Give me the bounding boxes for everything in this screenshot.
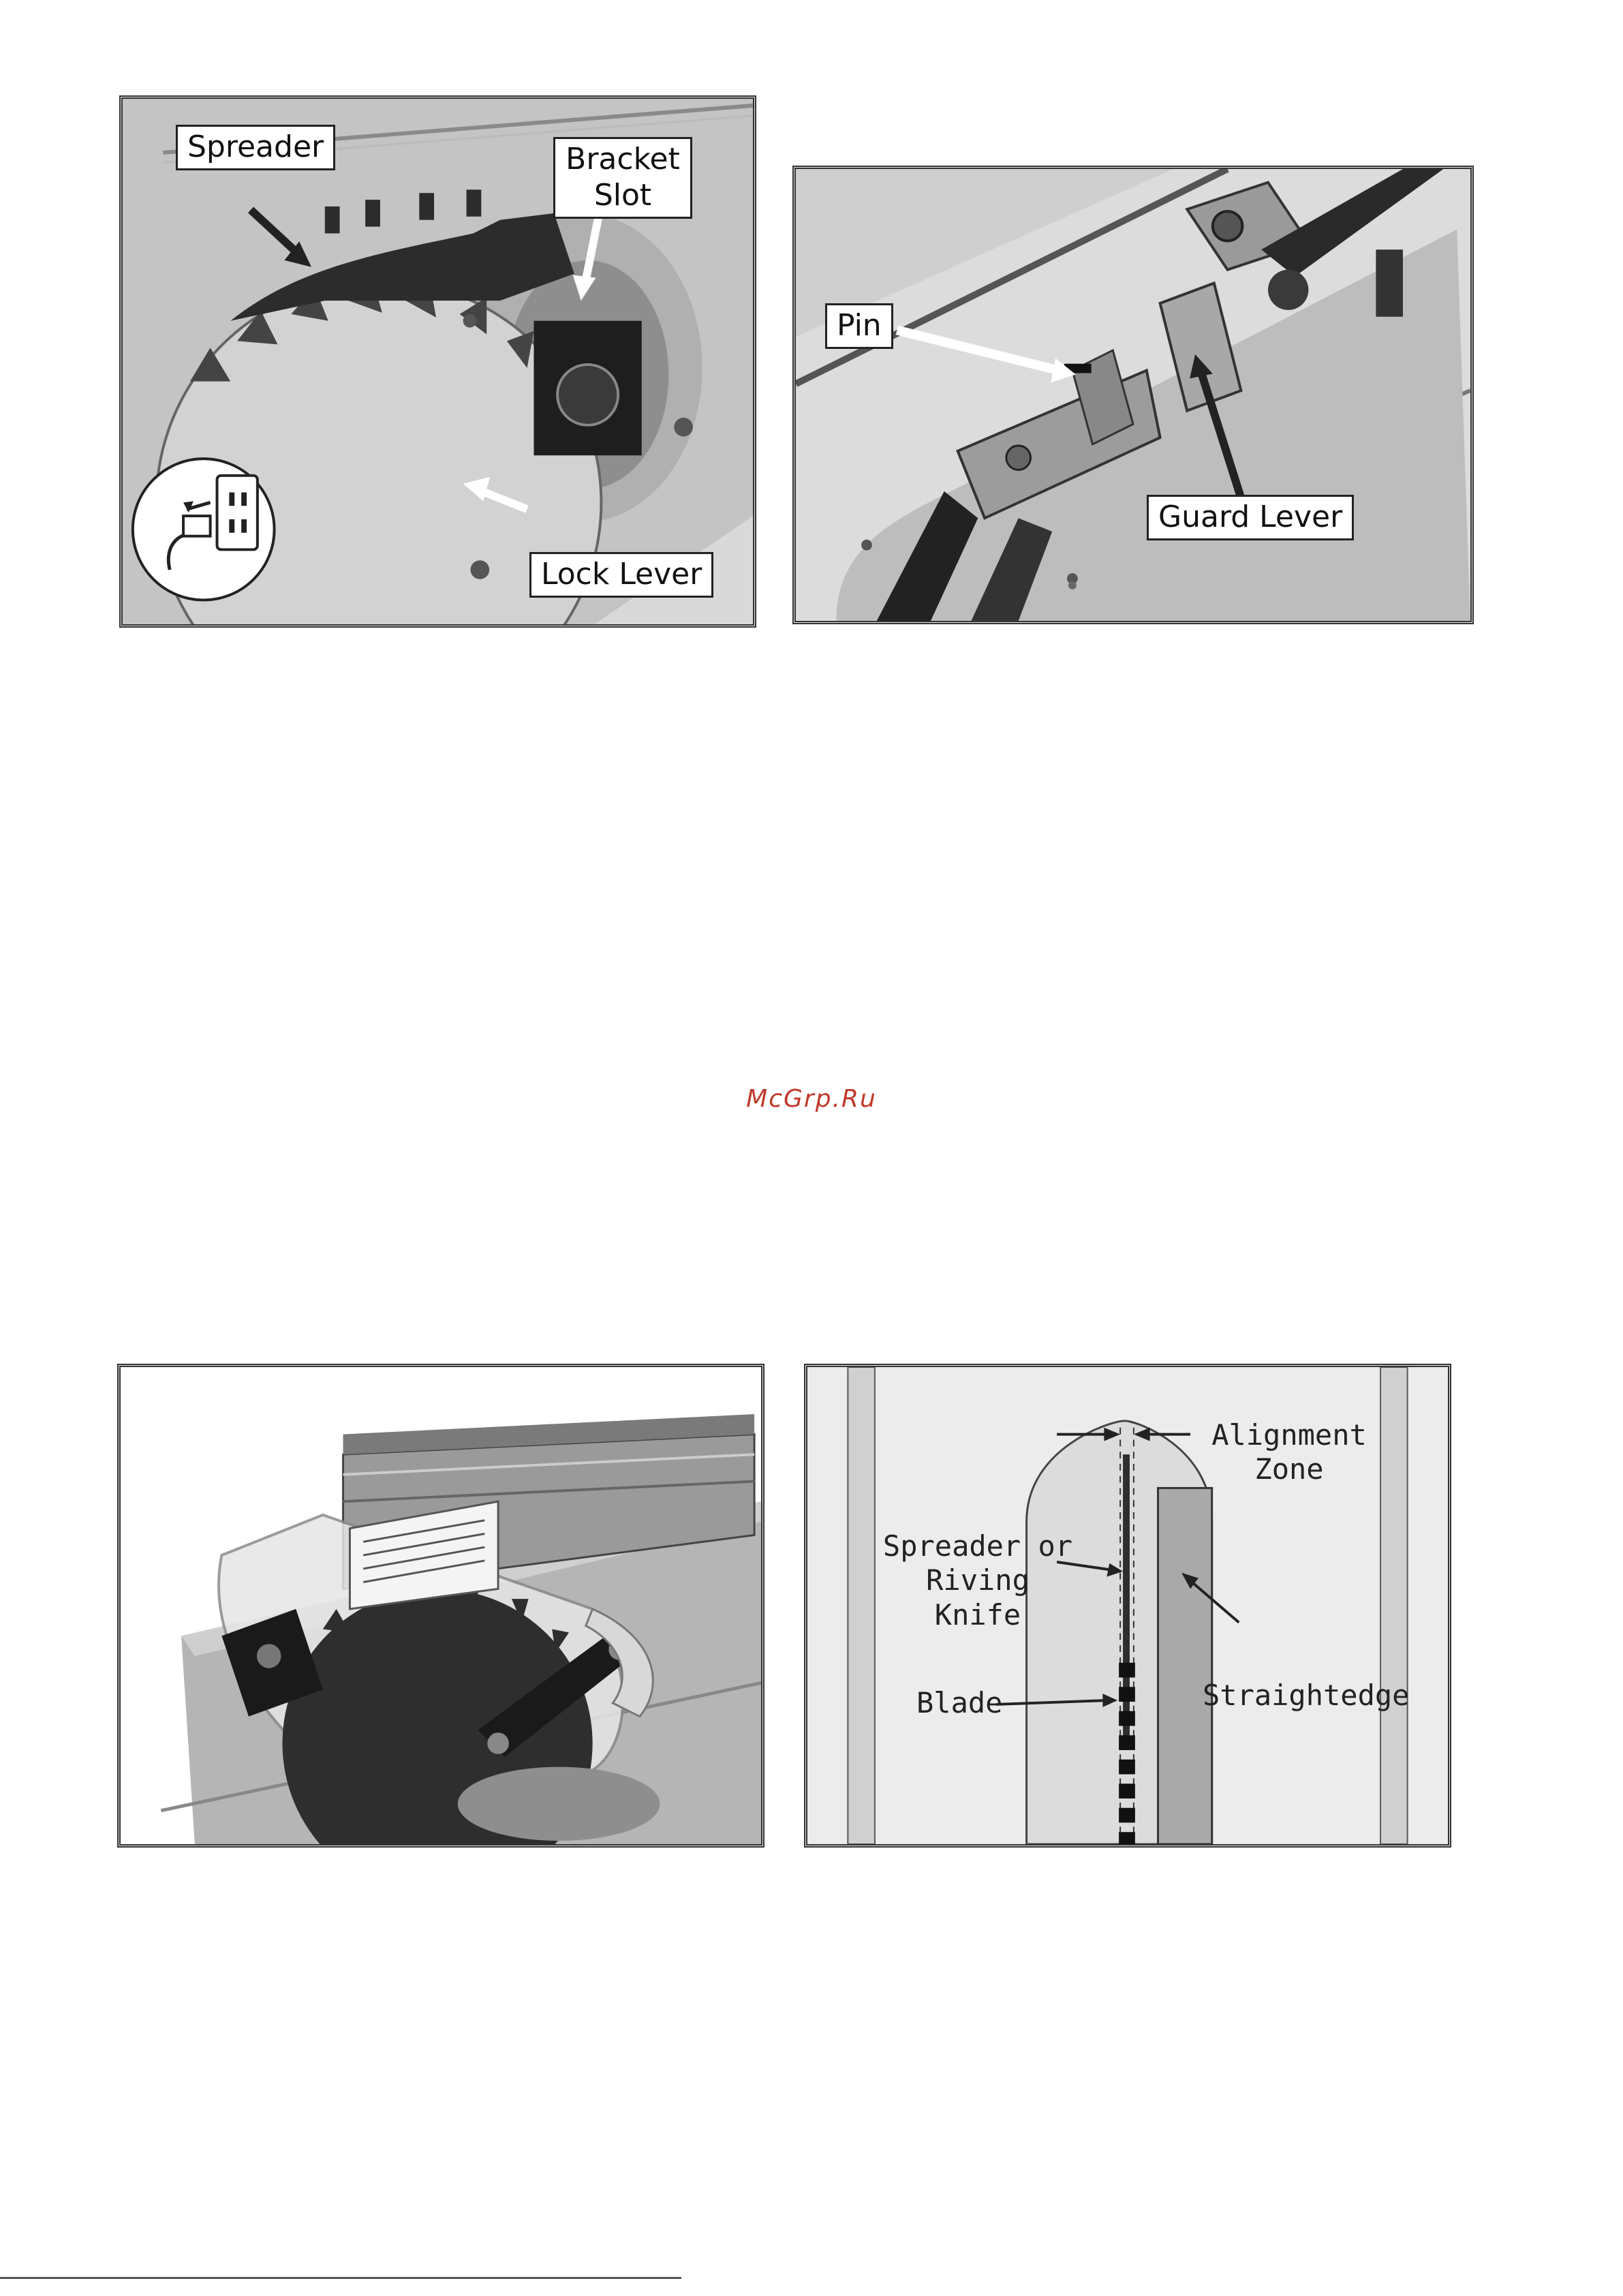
guard-lever-label: Guard Lever <box>1147 495 1354 540</box>
spreader-or-riving-knife-label: Spreader or Riving Knife <box>882 1529 1073 1632</box>
straightedge-label: Straightedge <box>1203 1679 1410 1712</box>
spreader-label: Spreader <box>176 125 335 170</box>
alignment-zone-label: Alignment Zone <box>1211 1418 1367 1486</box>
guard-assembly-figure <box>117 1364 764 1848</box>
lock-lever-label: Lock Lever <box>529 552 713 598</box>
guard-assembly-photo <box>121 1367 761 1844</box>
blade-label: Blade <box>916 1686 1003 1719</box>
bracket-slot-label: Bracket Slot <box>553 137 692 219</box>
guard-figure <box>792 166 1474 624</box>
alignment-figure <box>804 1364 1451 1848</box>
pin-label: Pin <box>825 303 893 349</box>
watermark: McGrp.Ru <box>746 1085 877 1113</box>
guard-photo <box>796 169 1470 621</box>
footer-rule <box>0 2277 681 2279</box>
spreader-figure <box>119 95 756 628</box>
